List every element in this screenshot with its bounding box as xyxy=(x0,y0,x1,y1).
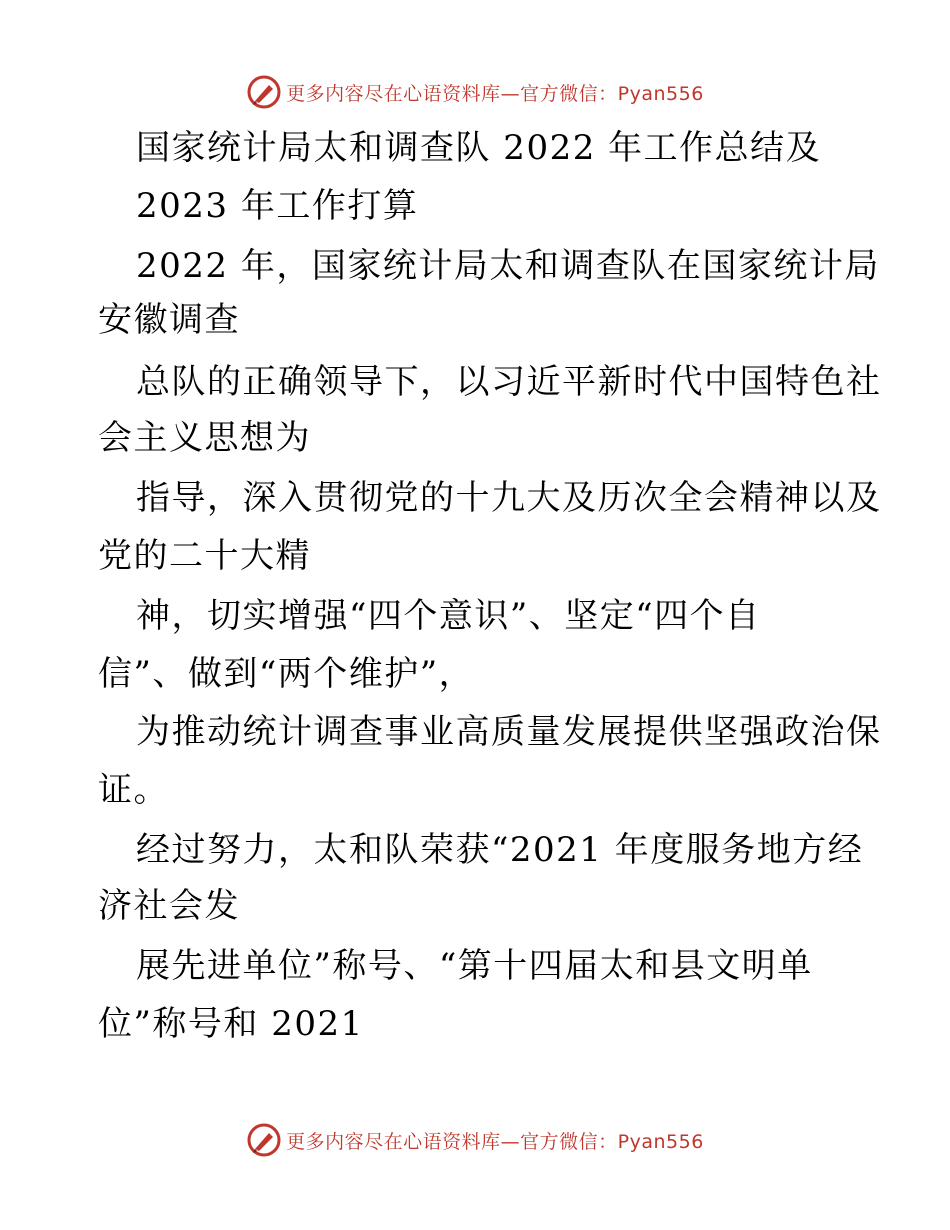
paragraph-line: 总队的正确领导下，以习近平新时代中国特色社 xyxy=(136,362,882,402)
paragraph-line: 济社会发 xyxy=(98,886,240,926)
watermark-text: 更多内容尽在心语资料库—官方微信：Pyan556 xyxy=(286,82,704,105)
paragraph-line: 证。 xyxy=(98,770,169,810)
footer-watermark xyxy=(0,1120,950,1160)
paragraph-line: 2022 年，国家统计局太和调查队在国家统计局 xyxy=(136,246,880,286)
paragraph-line: 安徽调查 xyxy=(98,300,240,340)
paragraph-line: 信”、做到“两个维护”， xyxy=(98,654,475,694)
paragraph-line: 展先进单位”称号、“第十四届太和县文明单 xyxy=(136,946,813,986)
paragraph-line: 为推动统计调查事业高质量发展提供坚强政治保 xyxy=(136,712,882,752)
pen-logo-icon xyxy=(246,74,282,110)
watermark-text: 更多内容尽在心语资料库—官方微信：Pyan556 xyxy=(286,1130,704,1153)
pen-logo-icon xyxy=(246,1122,282,1158)
paragraph-line: 神，切实增强“四个意识”、坚定“四个自 xyxy=(136,596,761,636)
paragraph-line: 经过努力，太和队荣获“2021 年度服务地方经 xyxy=(136,830,864,870)
paragraph-line: 指导，深入贯彻党的十九大及历次全会精神以及 xyxy=(136,478,882,518)
paragraph-line: 2023 年工作打算 xyxy=(136,186,419,226)
paragraph-line: 会主义思想为 xyxy=(98,418,311,458)
paragraph-line: 位”称号和 2021 xyxy=(98,1004,364,1044)
paragraph-line: 党的二十大精 xyxy=(98,536,311,576)
header-watermark xyxy=(0,72,950,112)
paragraph-line: 国家统计局太和调查队 2022 年工作总结及 xyxy=(136,128,822,168)
